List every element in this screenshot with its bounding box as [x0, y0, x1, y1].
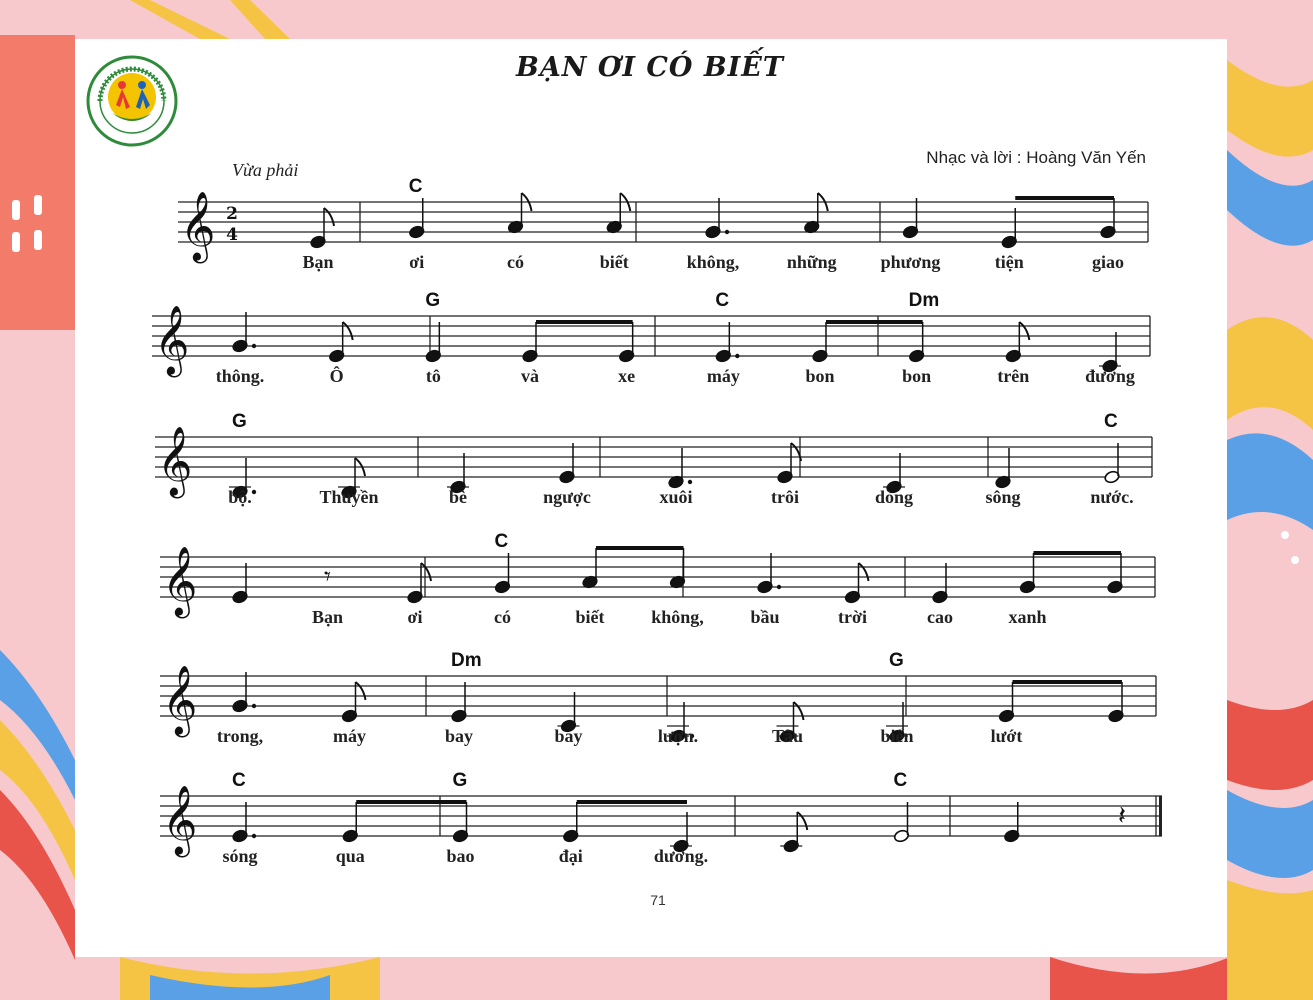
lyric-word: thông. [215, 366, 265, 386]
lyric-word: Bạn [311, 607, 344, 627]
lyric-word: trời [838, 607, 867, 627]
lyric-word: bầu [750, 607, 780, 627]
note-dot [252, 704, 256, 708]
note-flag [356, 682, 366, 700]
note-beam [596, 546, 684, 550]
note-beam [356, 800, 466, 804]
treble-clef: 𝄞 [180, 191, 216, 261]
chord-symbol: C [715, 290, 730, 311]
lyric-word: dương. [653, 846, 709, 866]
lyric-word: lượn. [657, 726, 699, 746]
lyric-word: và [521, 366, 539, 386]
lyric-word: bộ. [228, 487, 252, 507]
lyric-word: trôi [771, 487, 799, 507]
rest-symbol: 𝄽 [1118, 801, 1126, 831]
lyric-word: Bạn [302, 252, 334, 272]
note-dot [252, 834, 256, 838]
chord-symbol: Dm [908, 290, 940, 311]
chord-symbol: G [425, 290, 441, 311]
note-flag [1019, 322, 1029, 340]
lyric-word: biết [575, 607, 605, 627]
lyric-word: những [786, 252, 837, 272]
lyric-word: giao [1091, 252, 1125, 272]
lyric-word: tô [425, 366, 441, 386]
treble-clef: 𝄞 [154, 305, 190, 375]
lyric-word: trên [997, 366, 1030, 386]
lyric-word: lướt [990, 726, 1023, 746]
lyric-word: máy [706, 366, 740, 386]
note-dot [688, 480, 692, 484]
song-author: Nhạc và lời : Hoàng Văn Yến [926, 148, 1146, 167]
treble-clef: 𝄞 [162, 546, 198, 616]
note-dot [777, 585, 781, 589]
lyric-word: máy [333, 726, 366, 746]
lyric-word: bè [449, 487, 467, 507]
lyric-word: ơi [409, 252, 425, 272]
lyric-word: đường [1085, 366, 1135, 386]
lyric-word: biển [880, 726, 914, 746]
note-dot [735, 354, 739, 358]
lyric-word: bay [554, 726, 583, 746]
page-number: 71 [650, 892, 666, 908]
note-beam [577, 800, 687, 804]
chord-symbol: G [452, 770, 468, 791]
tempo-marking: Vừa phải [232, 160, 299, 180]
lyric-word: bon [805, 366, 835, 386]
note-dot [725, 230, 729, 234]
chord-symbol: C [1104, 411, 1118, 432]
chord-symbol: C [494, 531, 509, 552]
lyric-word: dòng [874, 487, 914, 507]
lyric-word: nước. [1090, 487, 1134, 507]
note-flag [421, 563, 431, 581]
lyric-word: Ô [329, 366, 344, 386]
lyric-word: không, [686, 252, 740, 272]
chord-symbol: C [232, 770, 246, 791]
lyric-word: xanh [1008, 607, 1047, 627]
lyric-word: xuôi [659, 487, 693, 507]
lyric-word: bay [444, 726, 474, 746]
lyric-word: ơi [407, 607, 423, 627]
lyric-word: không, [651, 607, 704, 627]
treble-clef: 𝄞 [162, 665, 198, 735]
chord-symbol: C [893, 770, 908, 791]
final-barline-thick [1159, 796, 1162, 836]
note-flag [343, 322, 353, 340]
lyric-word: biết [599, 252, 629, 272]
rest-symbol: 𝄾 [324, 562, 331, 592]
note-flag [794, 702, 804, 720]
lyric-word: có [507, 252, 524, 272]
lyric-word: bon [902, 366, 932, 386]
note-beam [1015, 196, 1114, 200]
lyric-word: trong, [216, 726, 264, 746]
note-flag [797, 812, 807, 830]
note-flag [324, 208, 334, 226]
lyric-word: ngược [543, 487, 591, 507]
lyric-word: xe [618, 366, 636, 386]
note-beam [1013, 680, 1123, 684]
treble-clef: 𝄞 [157, 426, 193, 496]
lyric-word: cao [927, 607, 953, 627]
lyric-word: qua [335, 846, 365, 866]
time-signature-top: 2 [226, 204, 238, 224]
chord-symbol: C [408, 176, 423, 197]
lyric-word: đại [558, 846, 583, 866]
chord-symbol: Dm [451, 650, 482, 671]
chord-symbol: G [889, 650, 904, 671]
lyric-word: bao [446, 846, 475, 866]
note-beam [1034, 551, 1122, 555]
note-dot [252, 344, 256, 348]
lyric-word: sông [985, 487, 1021, 507]
note-flag [859, 563, 869, 581]
lyric-word: Tàu [771, 726, 804, 746]
note-beam [536, 320, 633, 324]
lyric-word: phương [880, 252, 941, 272]
song-title: BẠN ƠI CÓ BIẾT [516, 52, 784, 83]
treble-clef: 𝄞 [162, 785, 198, 855]
note-beam [826, 320, 923, 324]
lyric-word: tiện [994, 252, 1024, 272]
lyric-word: Thuyền [319, 487, 379, 507]
chord-symbol: G [232, 411, 247, 432]
time-signature-bottom: 4 [226, 225, 238, 245]
lyric-word: sóng [222, 846, 258, 866]
note-dot [252, 490, 256, 494]
lyric-word: có [494, 607, 511, 627]
